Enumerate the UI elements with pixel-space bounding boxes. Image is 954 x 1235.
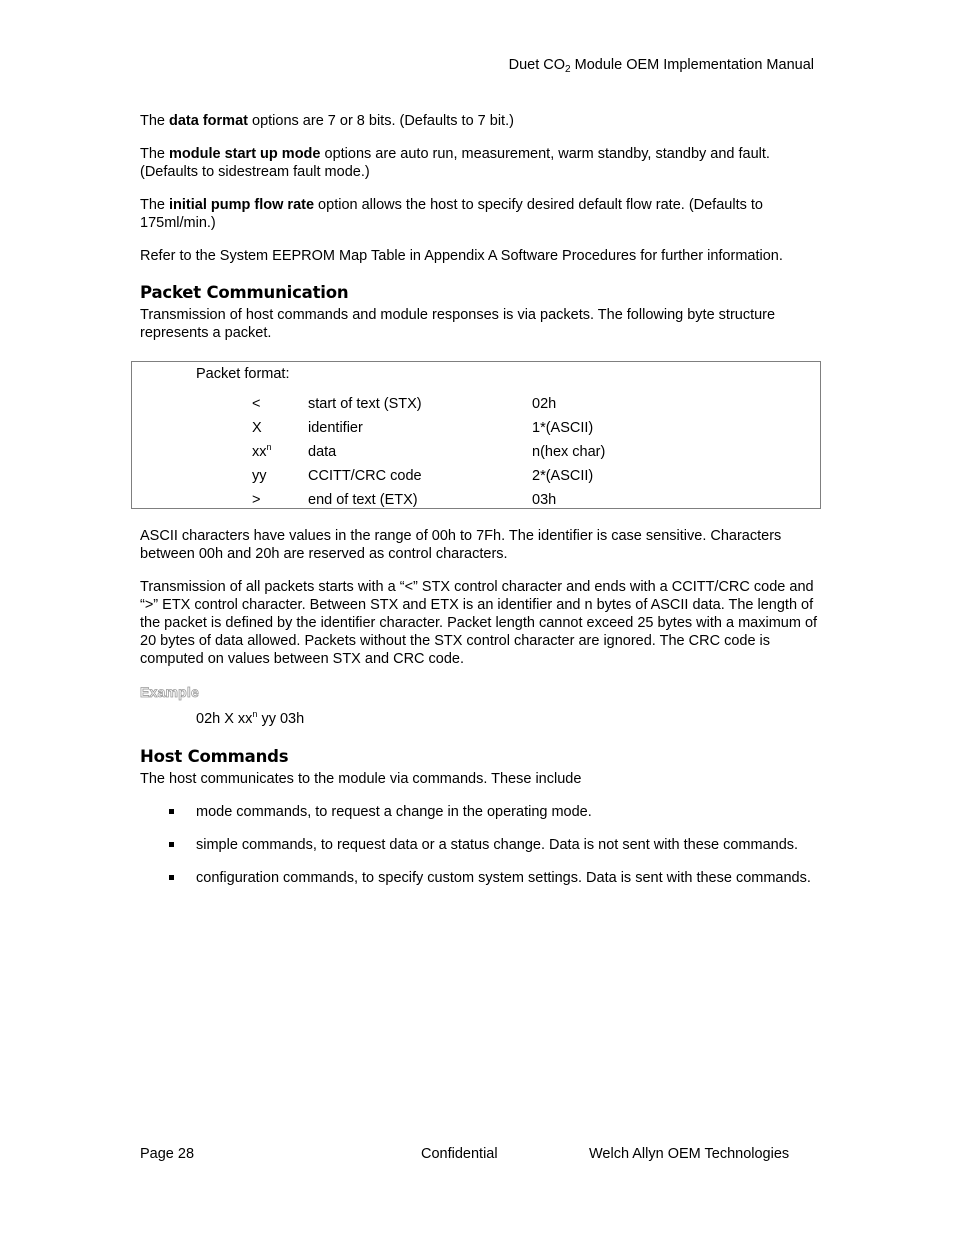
header-subscript: 2 xyxy=(565,64,571,75)
page-footer xyxy=(140,1145,820,1165)
packet-format-box xyxy=(131,361,821,509)
packet-symbol: $xx^n$ xyxy=(252,442,272,460)
paragraph-data-format: The data format options are 7 or 8 bits. (Defaults to 7 bit.) xyxy=(140,113,514,129)
example-packet: 02h X $xx^n$ yy 03h xyxy=(196,709,305,727)
paragraph-eeprom-reference: Refer to the System EEPROM Map Table in Appendix A Software Procedures for further information. xyxy=(140,248,783,264)
packet-symbol: X xyxy=(252,420,262,436)
list-item: configuration commands, to specify custom system settings. Data is sent with these commands. xyxy=(140,869,816,887)
example-label: Example xyxy=(140,684,199,700)
paragraph-start-up-mode: The module start up mode options are auto run, measurement, warm standby, standby and fault. (Defaults to sidestream fault mode.) xyxy=(140,146,770,180)
packet-description: identifier xyxy=(308,420,363,436)
term-pump-flow-rate: initial pump flow rate xyxy=(169,197,315,213)
header-title: Duet CO xyxy=(508,57,566,73)
paragraph-host-intro: The host communicates to the module via commands. These include xyxy=(140,771,582,787)
packet-format-title: Packet format: xyxy=(196,366,290,382)
paragraph-pump-flow-rate: The initial pump flow rate option allows the host to specify desired default flow rate. (Defaults to 175ml/min.) xyxy=(140,197,763,231)
packet-symbol: > xyxy=(252,492,261,508)
footer-page-number: Page 28 xyxy=(140,1146,195,1162)
paragraph-ascii: ASCII characters have values in the range of 00h to 7Fh. The identifier is case sensitive. Characters between 00h and 20h are reserved as control characters. xyxy=(140,528,782,562)
bullet-icon xyxy=(169,842,174,847)
packet-symbol: yy xyxy=(252,468,267,484)
packet-details xyxy=(140,527,820,902)
packet-description: end of text (ETX) xyxy=(308,492,418,508)
list-item: mode commands, to request a change in the operating mode. xyxy=(140,803,816,821)
packet-description: start of text (STX) xyxy=(308,396,422,412)
packet-value: 03h xyxy=(532,492,557,508)
packet-value: 02h xyxy=(532,396,557,412)
page-header xyxy=(509,56,814,74)
main-content xyxy=(140,112,820,357)
bullet-icon xyxy=(169,875,174,880)
packet-description: CCITT/CRC code xyxy=(308,468,422,484)
footer-company: Welch Allyn OEM Technologies xyxy=(589,1146,790,1162)
header-title-rest: Module OEM Implementation Manual xyxy=(570,57,814,73)
bullet-icon xyxy=(169,809,174,814)
heading-packet-communication: Packet Communication xyxy=(140,283,349,302)
term-data-format: data format xyxy=(169,113,248,129)
list-item: simple commands, to request data or a status change. Data is not sent with these commands. xyxy=(140,836,816,854)
term-start-up-mode: module start up mode xyxy=(169,146,321,162)
packet-value: 2*(ASCII) xyxy=(532,468,594,484)
command-list xyxy=(140,803,820,887)
packet-description: data xyxy=(308,444,337,460)
packet-symbol: < xyxy=(252,396,261,412)
paragraph-packet-intro: Transmission of host commands and module responses is via packets. The following byte structure represents a packet. xyxy=(140,307,776,341)
footer-confidential: Confidential xyxy=(421,1146,498,1162)
packet-value: n(hex char) xyxy=(532,444,606,460)
packet-value: 1*(ASCII) xyxy=(532,420,594,436)
heading-host-commands: Host Commands xyxy=(140,747,289,766)
paragraph-transmission: Transmission of all packets starts with a “<” STX control character and ends with a CCITT/CRC code and “>” ETX control character. Between STX and ETX is an identifier and n bytes of ASCII data. The length of the packet is defined by the identifier character. Packet length cannot exceed 25 bytes with a maximum of 20 bytes of data allowed. Packets without the STX control character are ignored. The CRC code is computed on values between STX and CRC code. xyxy=(140,579,818,667)
